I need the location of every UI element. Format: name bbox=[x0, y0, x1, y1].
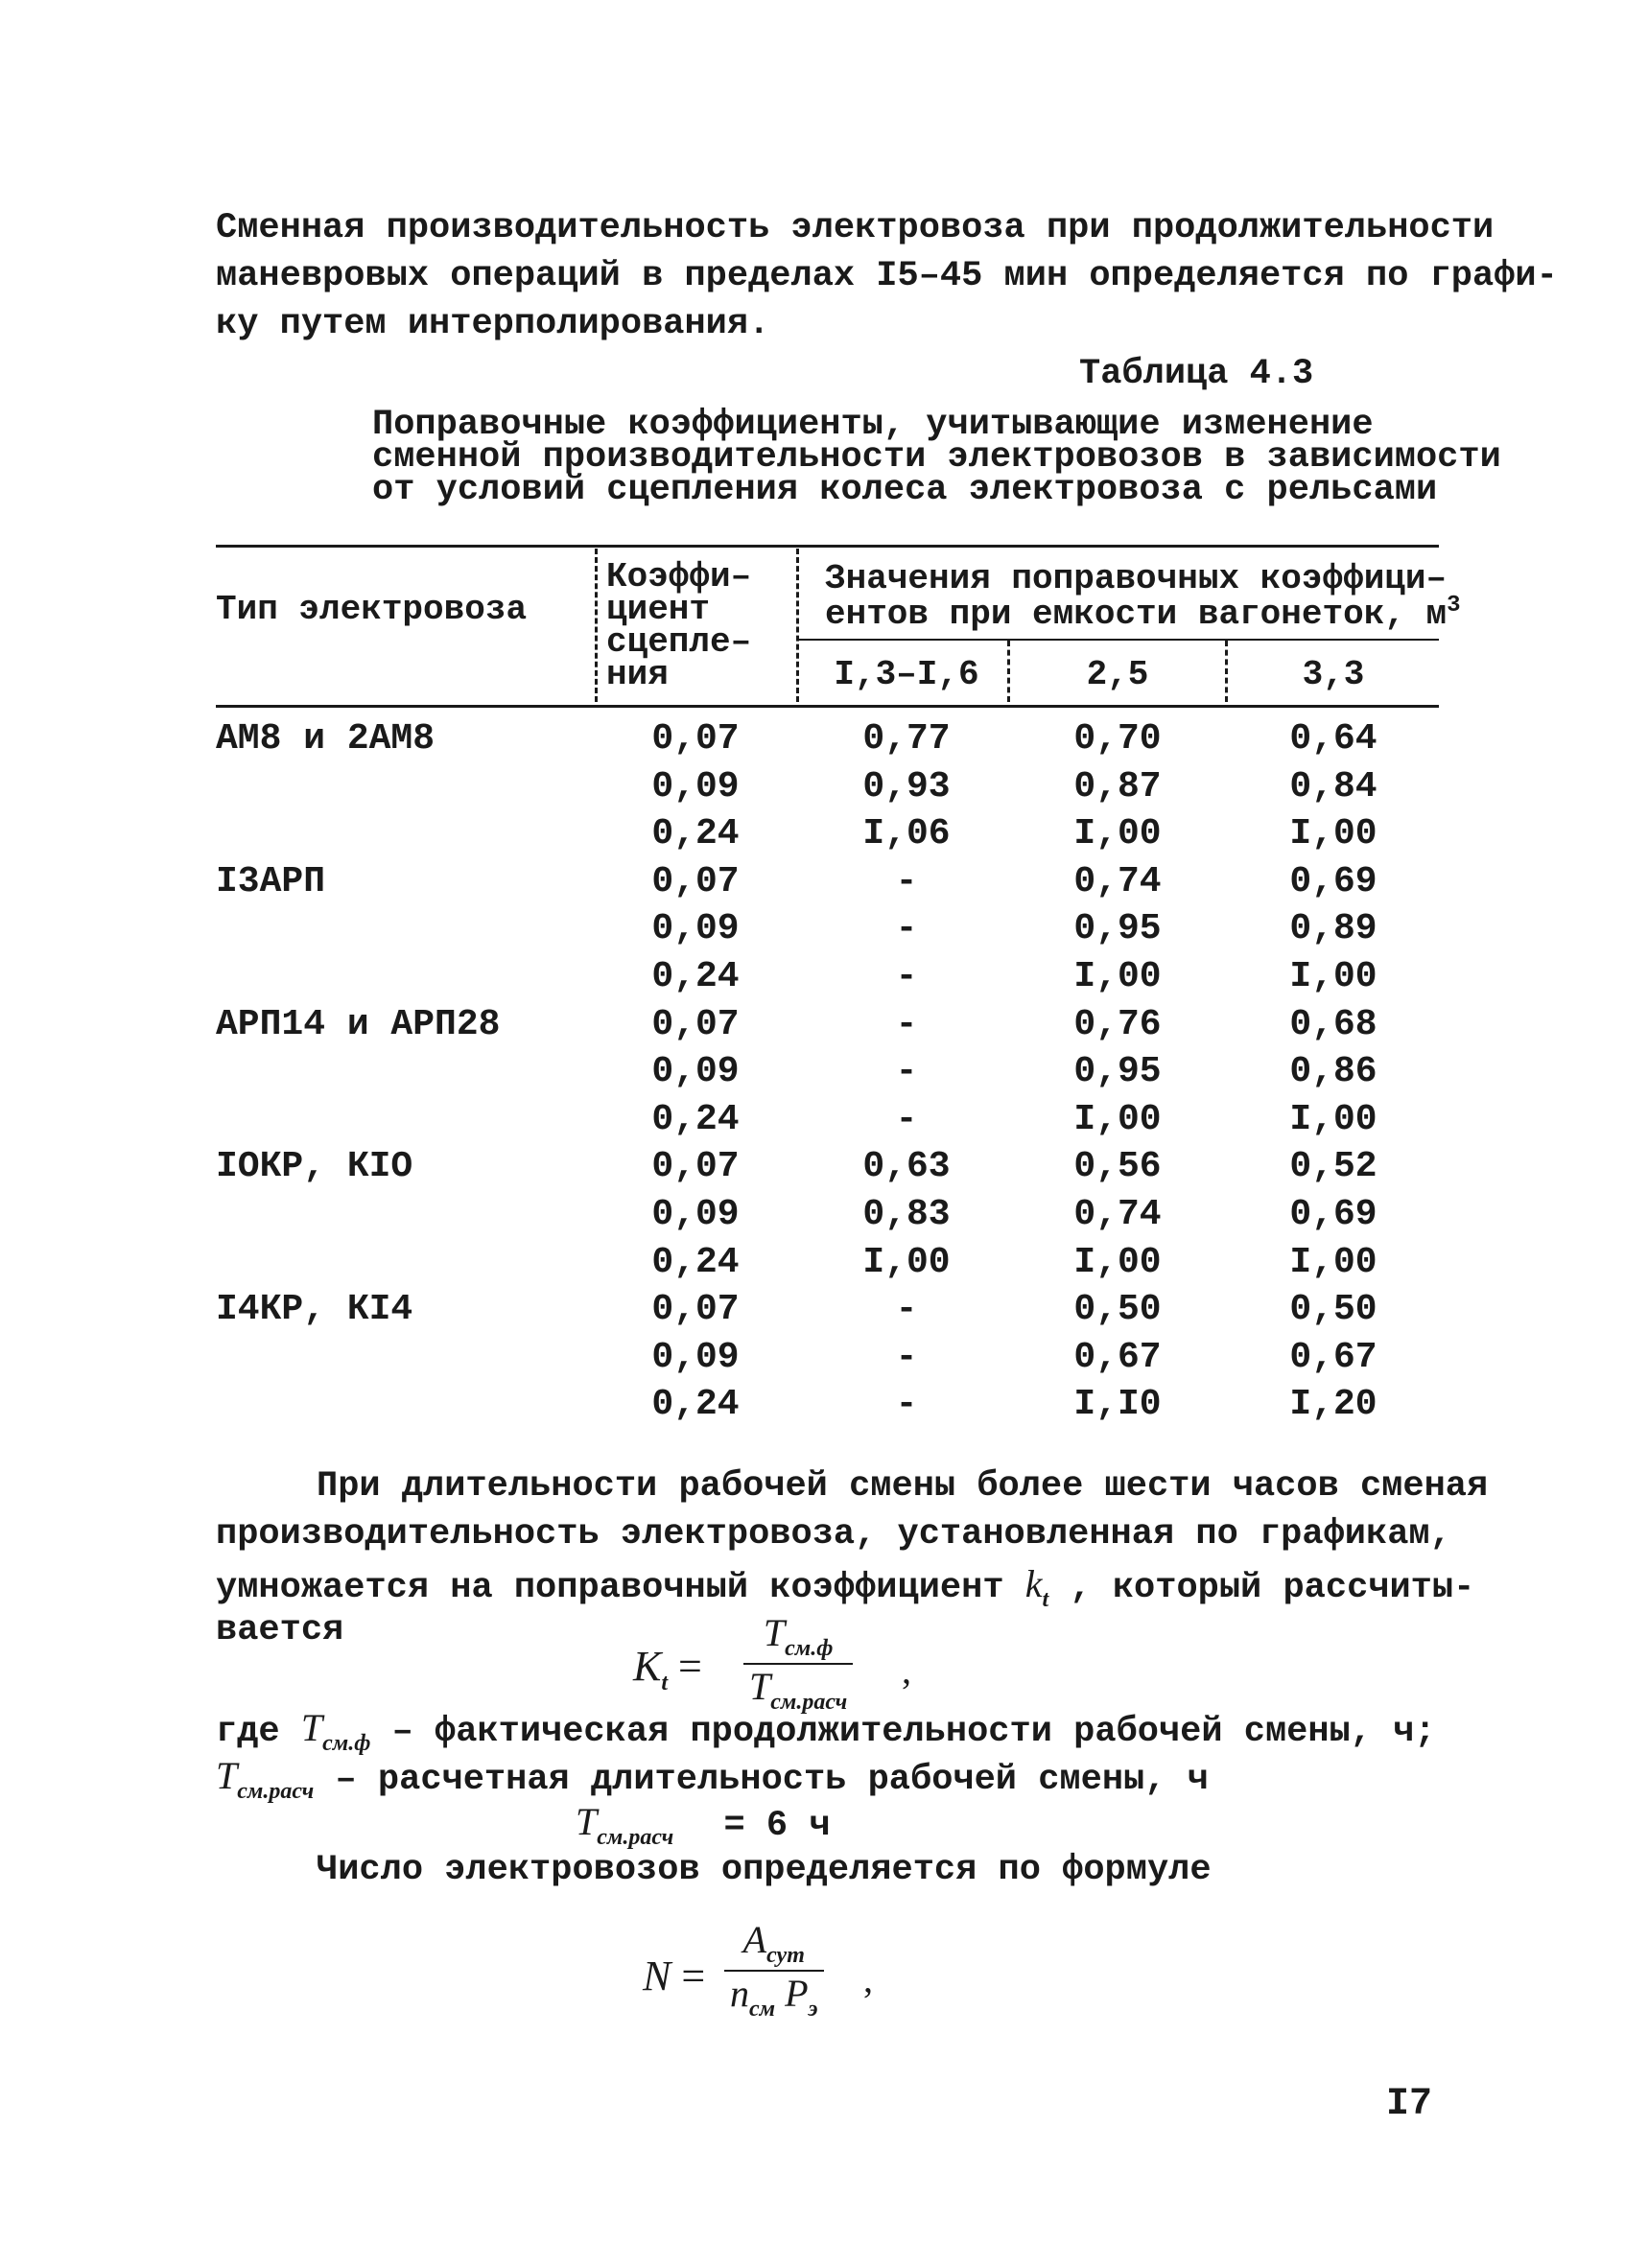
table-cell-v3: 0,50 bbox=[1289, 1289, 1377, 1330]
formula1-fraction bbox=[743, 1611, 853, 1716]
table-cell-type: IОКР, КIО bbox=[216, 1146, 413, 1187]
def-line-1-symbol bbox=[300, 1706, 371, 1756]
def-line-3 bbox=[576, 1800, 831, 1850]
table-cell-v2: 0,74 bbox=[1073, 861, 1162, 902]
para3-line-1: Число электровозов определяется по формуле bbox=[317, 1850, 1212, 1890]
formula2-lhs bbox=[643, 1952, 705, 2000]
def-line-1-pre: где bbox=[216, 1712, 280, 1752]
table-cell-v1: - bbox=[895, 1384, 918, 1425]
formula1-num-sub: см.ф bbox=[785, 1636, 834, 1661]
formula2-den-b-sub: э bbox=[808, 1996, 818, 2022]
table-cell-v1: - bbox=[895, 1051, 918, 1092]
table-cell-v3: I,00 bbox=[1289, 956, 1377, 997]
formula2-tail: , bbox=[863, 1957, 873, 2000]
def-line-2-symbol-main: T bbox=[216, 1754, 238, 1797]
table-caption-line-1: Поправочные коэффициенты, учитывающие изменение bbox=[372, 405, 1374, 445]
formula1-lhs-sub: t bbox=[661, 1671, 669, 1695]
table-cell-v2: 0,50 bbox=[1073, 1289, 1162, 1330]
formula1-num-main: T bbox=[763, 1611, 786, 1654]
table-cell-v1: 0,93 bbox=[862, 766, 951, 807]
table-cell-coef: 0,24 bbox=[651, 1099, 740, 1140]
table-cell-type: АРП14 и АРП28 bbox=[216, 1004, 501, 1045]
intro-line-2: маневровых операций в пределах I5–45 мин определяется по графи- bbox=[216, 256, 1558, 296]
table-cell-coef: 0,07 bbox=[651, 1289, 740, 1330]
table-cell-v3: I,00 bbox=[1289, 1099, 1377, 1140]
table-cell-coef: 0,07 bbox=[651, 718, 740, 760]
header-separator-1 bbox=[595, 549, 598, 702]
coef-symbol-k-sub: t bbox=[1042, 1587, 1049, 1612]
para2-line-3b: , который рассчиты- bbox=[1070, 1568, 1475, 1608]
para2-line-2: производительность электровоза, установленная по графикам, bbox=[216, 1514, 1451, 1555]
table-top-rule bbox=[216, 545, 1439, 548]
header-coef-line-4: ния bbox=[606, 655, 669, 694]
table-cell-v1: I,00 bbox=[862, 1242, 951, 1283]
table-cell-v1: - bbox=[895, 908, 918, 949]
formula2-eq: = bbox=[681, 1952, 706, 1999]
table-cell-v2: I,00 bbox=[1073, 1099, 1162, 1140]
table-number: Таблица 4.3 bbox=[1079, 354, 1314, 394]
header-sub-1: I,3–I,6 bbox=[834, 655, 979, 694]
table-cell-v3: 0,67 bbox=[1289, 1337, 1377, 1378]
header-values-unit-sup: 3 bbox=[1447, 593, 1461, 619]
table-cell-v2: I,00 bbox=[1073, 956, 1162, 997]
table-cell-v2: I,I0 bbox=[1073, 1384, 1162, 1425]
def-line-3-text: = 6 ч bbox=[723, 1806, 831, 1846]
formula2-num-sub: сут bbox=[766, 1943, 805, 1968]
table-cell-v2: 0,95 bbox=[1073, 1051, 1162, 1092]
header-values-line-2 bbox=[825, 595, 1461, 632]
header-coef-line-1: Коэффи– bbox=[606, 557, 752, 596]
page-number: I7 bbox=[1386, 2083, 1433, 2126]
def-line-2-symbol-sub: см.расч bbox=[237, 1779, 315, 1804]
def-line-1 bbox=[216, 1706, 1436, 1756]
def-line-2 bbox=[216, 1754, 1209, 1804]
table-cell-type: I3АРП bbox=[216, 861, 326, 902]
table-caption-line-2: сменной производительности электровозов в зависимости bbox=[372, 437, 1501, 478]
table-cell-v1: - bbox=[895, 956, 918, 997]
formula1-lhs-main: K bbox=[633, 1643, 662, 1690]
def-line-1-symbol-sub: см.ф bbox=[322, 1731, 371, 1756]
intro-line-3: ку путем интерполирования. bbox=[216, 304, 770, 344]
table-cell-v1: 0,83 bbox=[862, 1194, 951, 1235]
table-cell-coef: 0,09 bbox=[651, 1194, 740, 1235]
table-cell-v1: - bbox=[895, 1099, 918, 1140]
intro-line-1: Сменная производительность электровоза при продолжительности bbox=[216, 208, 1495, 248]
table-cell-v2: 0,74 bbox=[1073, 1194, 1162, 1235]
table-cell-v2: I,00 bbox=[1073, 813, 1162, 854]
table-cell-v3: 0,86 bbox=[1289, 1051, 1377, 1092]
table-cell-v3: I,20 bbox=[1289, 1384, 1377, 1425]
header-values-line-1: Значения поправочных коэффици– bbox=[825, 559, 1448, 598]
def-line-1-symbol-main: T bbox=[300, 1706, 323, 1749]
table-cell-coef: 0,24 bbox=[651, 1242, 740, 1283]
table-cell-coef: 0,24 bbox=[651, 813, 740, 854]
def-line-2-text: – расчетная длительность рабочей смены, ч bbox=[335, 1760, 1209, 1800]
para2-line-3a: умножается на поправочный коэффициент bbox=[216, 1568, 1004, 1608]
formula1-den-sub: см.расч bbox=[770, 1689, 848, 1715]
table-cell-v1: - bbox=[895, 1004, 918, 1045]
para2-line-3 bbox=[216, 1562, 1475, 1612]
header-type: Тип электровоза bbox=[216, 590, 528, 629]
formula2-numerator bbox=[738, 1918, 811, 1970]
formula1-numerator bbox=[758, 1611, 839, 1663]
table-cell-coef: 0,07 bbox=[651, 861, 740, 902]
table-cell-v3: 0,69 bbox=[1289, 861, 1377, 902]
def-line-2-symbol bbox=[216, 1754, 315, 1804]
formula2-den-b: P bbox=[785, 1971, 809, 2015]
table-cell-coef: 0,09 bbox=[651, 1051, 740, 1092]
def-line-3-symbol-main: T bbox=[576, 1800, 598, 1843]
header-mid-rule bbox=[798, 639, 1439, 641]
table-cell-v3: 0,69 bbox=[1289, 1194, 1377, 1235]
formula1-den-main: T bbox=[749, 1664, 771, 1708]
table-cell-v1: I,06 bbox=[862, 813, 951, 854]
table-cell-v1: 0,63 bbox=[862, 1146, 951, 1187]
table-cell-v2: I,00 bbox=[1073, 1242, 1162, 1283]
table-cell-v3: 0,89 bbox=[1289, 908, 1377, 949]
formula1-tail: , bbox=[902, 1648, 911, 1692]
table-cell-coef: 0,09 bbox=[651, 1337, 740, 1378]
table-cell-v2: 0,67 bbox=[1073, 1337, 1162, 1378]
formula2-den-a-sub: см bbox=[749, 1996, 776, 2022]
formula1-lhs bbox=[633, 1642, 702, 1696]
para2-line-1: При длительности рабочей смены более шести часов сменая bbox=[317, 1466, 1489, 1507]
coef-symbol-k bbox=[1024, 1562, 1049, 1612]
header-bottom-rule bbox=[216, 705, 1439, 708]
table-cell-v3: I,00 bbox=[1289, 1242, 1377, 1283]
table-cell-v1: - bbox=[895, 1289, 918, 1330]
table-cell-v1: - bbox=[895, 861, 918, 902]
table-cell-v2: 0,70 bbox=[1073, 718, 1162, 760]
table-cell-coef: 0,09 bbox=[651, 766, 740, 807]
table-cell-coef: 0,24 bbox=[651, 956, 740, 997]
table-cell-v2: 0,87 bbox=[1073, 766, 1162, 807]
coef-symbol-k-main: k bbox=[1024, 1562, 1043, 1605]
def-line-1-text: – фактическая продолжительности рабочей смены, ч; bbox=[391, 1712, 1436, 1752]
formula1-eq: = bbox=[678, 1643, 702, 1690]
table-cell-v1: 0,77 bbox=[862, 718, 951, 760]
header-coef-line-3: сцепле– bbox=[606, 622, 752, 662]
formula2-den-a: n bbox=[730, 1971, 749, 2015]
table-cell-v2: 0,56 bbox=[1073, 1146, 1162, 1187]
header-sub-2: 2,5 bbox=[1086, 655, 1149, 694]
table-cell-v1: - bbox=[895, 1337, 918, 1378]
table-cell-v3: 0,52 bbox=[1289, 1146, 1377, 1187]
table-cell-v3: 0,84 bbox=[1289, 766, 1377, 807]
header-separator-3 bbox=[1007, 641, 1010, 702]
def-line-3-symbol-sub: см.расч bbox=[597, 1825, 674, 1850]
table-cell-coef: 0,09 bbox=[651, 908, 740, 949]
table-cell-coef: 0,24 bbox=[651, 1384, 740, 1425]
header-sub-3: 3,3 bbox=[1302, 655, 1365, 694]
def-line-3-symbol bbox=[576, 1800, 674, 1850]
formula2-num-main: A bbox=[742, 1918, 767, 1961]
formula2-fraction bbox=[724, 1918, 824, 2022]
table-cell-v2: 0,76 bbox=[1073, 1004, 1162, 1045]
formula2-denominator bbox=[724, 1972, 824, 2023]
table-cell-v3: I,00 bbox=[1289, 813, 1377, 854]
table-cell-coef: 0,07 bbox=[651, 1146, 740, 1187]
header-coef-line-2: циент bbox=[606, 590, 711, 629]
table-cell-v3: 0,64 bbox=[1289, 718, 1377, 760]
table-cell-v2: 0,95 bbox=[1073, 908, 1162, 949]
table-cell-type: АМ8 и 2АМ8 bbox=[216, 718, 436, 760]
formula2-lhs-main: N bbox=[643, 1952, 671, 1999]
header-values-line-2-text: ентов при емкости вагонеток, м bbox=[825, 595, 1448, 634]
header-separator-2 bbox=[796, 549, 799, 702]
para2-line-4: вается bbox=[216, 1610, 344, 1650]
table-cell-coef: 0,07 bbox=[651, 1004, 740, 1045]
table-caption-line-3: от условий сцепления колеса электровоза с рельсами bbox=[372, 470, 1438, 510]
table-cell-type: I4КР, КI4 bbox=[216, 1289, 413, 1330]
table-cell-v3: 0,68 bbox=[1289, 1004, 1377, 1045]
